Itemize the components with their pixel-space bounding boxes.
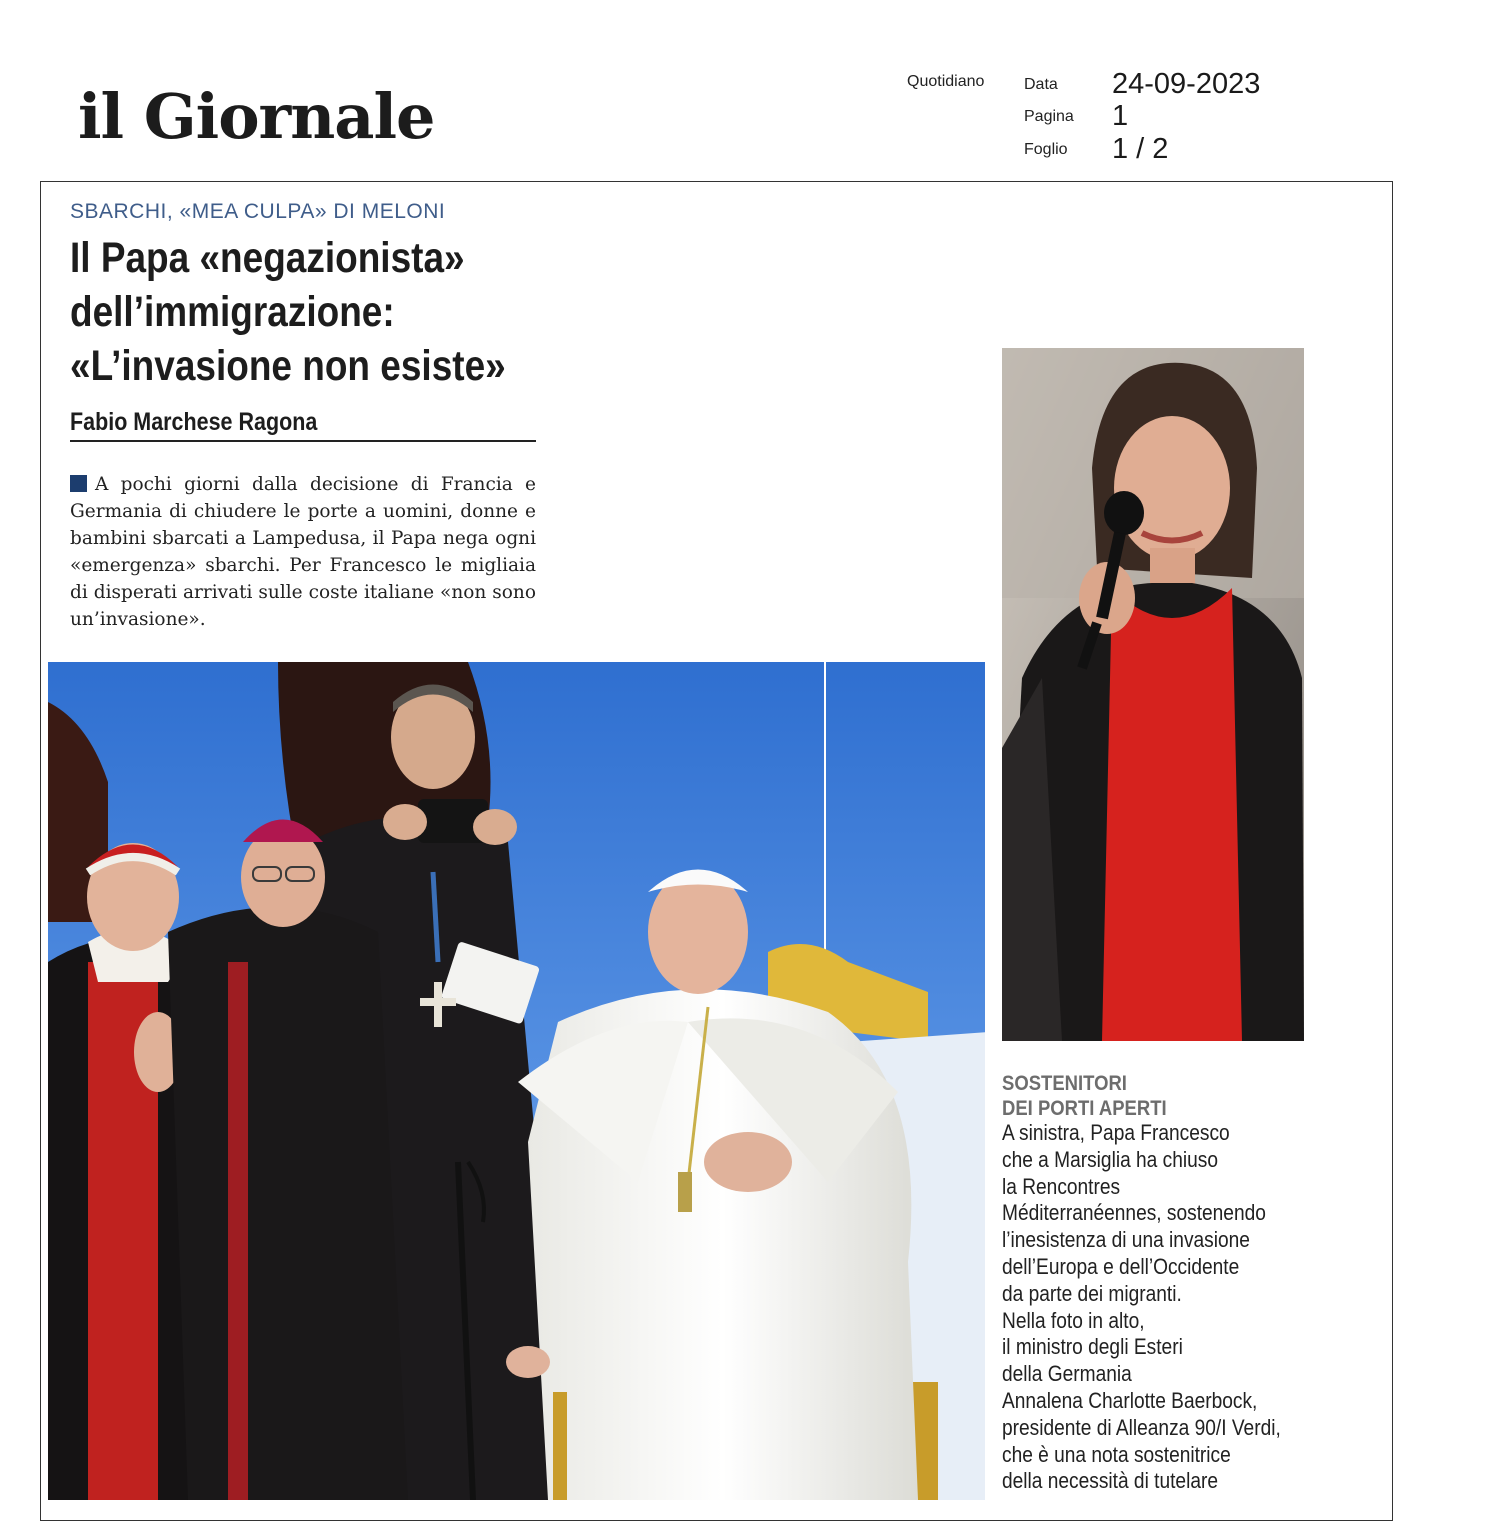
meta-label-foglio: Foglio <box>1024 141 1068 158</box>
square-bullet-icon <box>70 475 87 492</box>
article-byline <box>70 408 536 442</box>
publication-type: Quotidiano <box>907 73 985 90</box>
meta-label-pagina: Pagina <box>1024 108 1074 125</box>
caption-line: che è una nota sostenitrice <box>1002 1441 1231 1467</box>
caption-line: Annalena Charlotte Baerbock, <box>1002 1387 1258 1413</box>
caption-title-line: SOSTENITORI <box>1002 1072 1127 1095</box>
caption-line: Nella foto in alto, <box>1002 1307 1145 1333</box>
caption-line: presidente di Alleanza 90/I Verdi, <box>1002 1414 1281 1440</box>
meta-value-foglio: 1 / 2 <box>1112 133 1169 165</box>
article-kicker: SBARCHI, «MEA CULPA» DI MELONI <box>70 200 446 223</box>
caption-line: il ministro degli Esteri <box>1002 1334 1183 1360</box>
meta-value-data: 24-09-2023 <box>1112 68 1261 100</box>
caption-line: la Rencontres <box>1002 1173 1121 1199</box>
caption-line: della necessità di tutelare <box>1002 1468 1218 1494</box>
article-summary <box>70 471 536 633</box>
caption-line: dell’Europa e dell’Occidente <box>1002 1253 1240 1279</box>
caption-line: Méditerranéennes, sostenendo <box>1002 1200 1266 1226</box>
meta-value-pagina: 1 <box>1112 100 1129 132</box>
byline-author: Fabio Marchese Ragona <box>70 408 318 436</box>
headline-line: «L’invasione non esiste» <box>70 342 506 390</box>
pope-photo <box>48 662 985 1500</box>
caption-line: A sinistra, Papa Francesco <box>1002 1120 1230 1145</box>
caption-title-line: DEI PORTI APERTI <box>1002 1097 1167 1120</box>
caption-line: della Germania <box>1002 1361 1132 1387</box>
headline-line: dell’immigrazione: <box>70 288 395 336</box>
meta-label-data: Data <box>1024 76 1058 93</box>
article-headline <box>70 231 517 393</box>
baerbock-photo <box>1002 348 1304 1041</box>
headline-line: Il Papa «negazionista» <box>70 234 465 282</box>
masthead-logo: il Giornale <box>78 80 435 153</box>
caption-line: l’inesistenza di una invasione <box>1002 1227 1250 1253</box>
summary-text: A pochi giorni dalla decisione di Francia e Germania di chiudere le porte a uomini, donne e bambini sbarcati a Lampedusa, il Papa nega ogni «emergenza» sbarchi. Per Francesco le migliaia di disperati arrivati sulle coste italiane «non sono un’invasione». <box>70 474 536 630</box>
caption-body <box>1002 1120 1302 1495</box>
caption-title <box>1002 1071 1266 1121</box>
caption-line: da parte dei migranti. <box>1002 1280 1182 1306</box>
caption-line: che a Marsiglia ha chiuso <box>1002 1146 1218 1172</box>
